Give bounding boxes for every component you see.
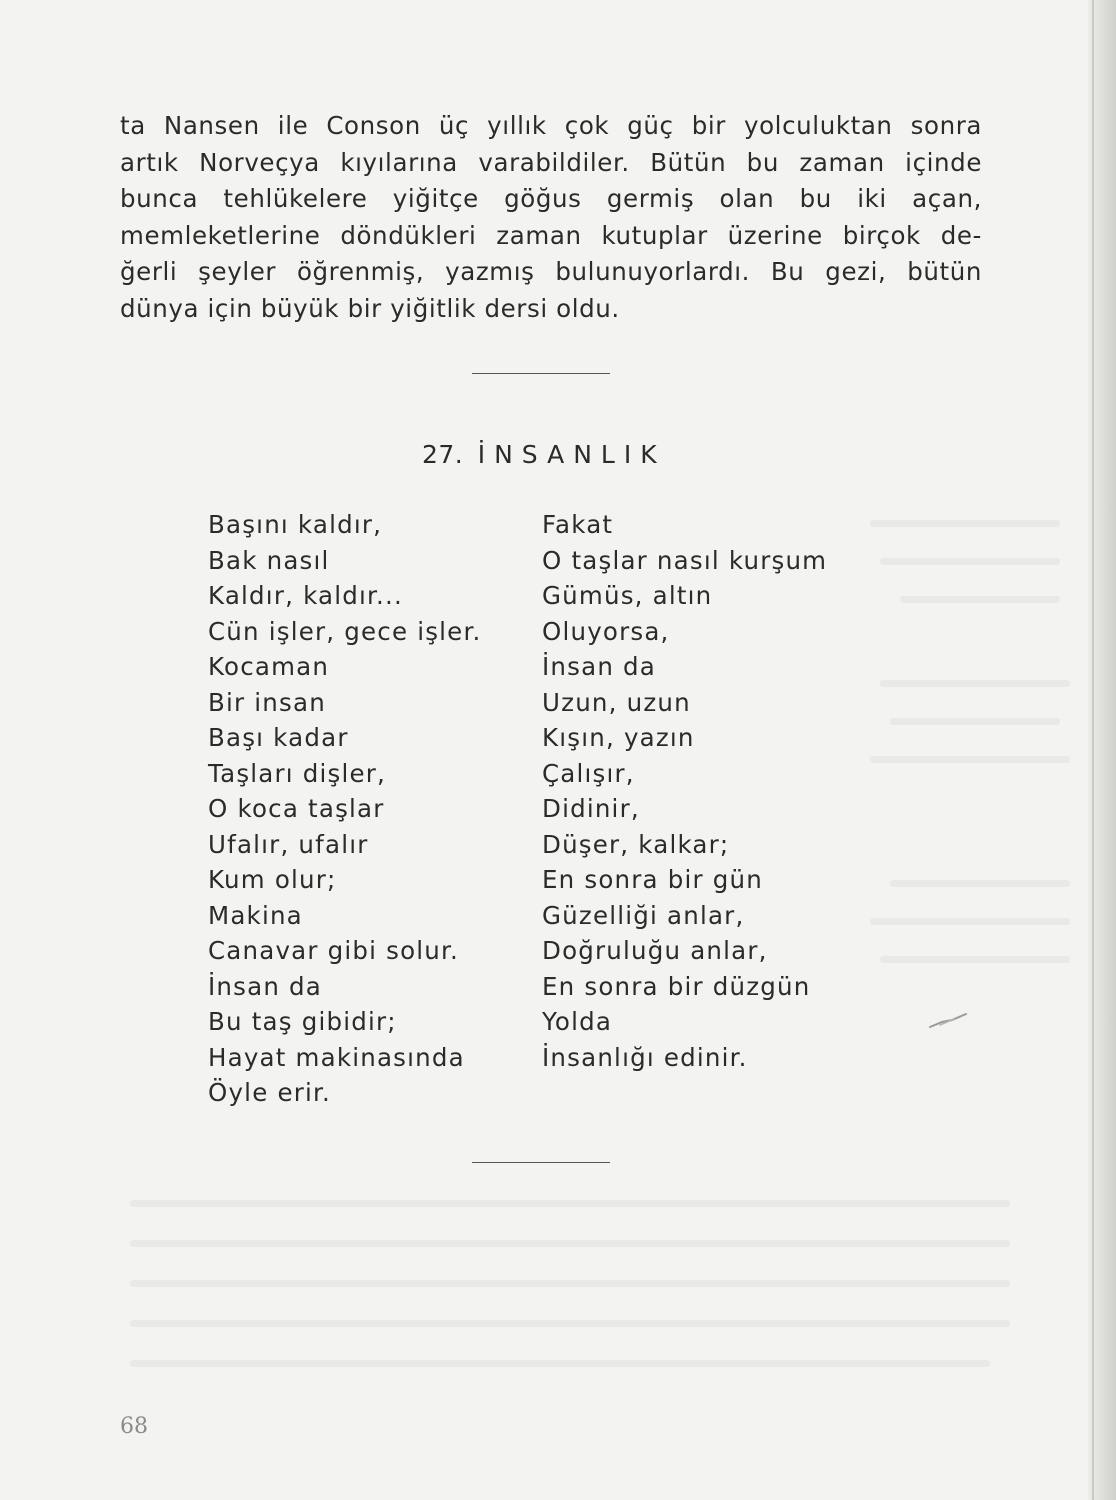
poem-line: Gümüs, altın bbox=[542, 581, 713, 610]
prose-paragraph bbox=[120, 108, 982, 327]
ink-smudge bbox=[926, 1010, 972, 1032]
prose-line: bunca tehlükelere yiğitçe göğus germiş olan bu iki açan, bbox=[120, 184, 982, 213]
poem-line: İnsan da bbox=[542, 652, 657, 681]
poem-line: Cün işler, gece işler. bbox=[208, 616, 482, 646]
poem-line: Kışın, yazın bbox=[542, 723, 695, 752]
poem-line: En sonra bir düzgün bbox=[542, 971, 811, 1001]
poem-line: Canavar gibi solur. bbox=[208, 936, 460, 965]
poem-title-text: İNSANLIK bbox=[477, 440, 666, 469]
poem-line: Çalışır, bbox=[542, 758, 635, 788]
poem-line: Kocaman bbox=[208, 652, 330, 681]
poem-line: Bir insan bbox=[208, 687, 326, 717]
poem-line: Başı kadar bbox=[208, 723, 349, 752]
poem-line: Hayat makinasında bbox=[208, 1042, 465, 1072]
prose-line: ğerli şeyler öğrenmiş, yazmış bulunuyorlardı. Bu gezi, bütün bbox=[120, 257, 982, 286]
prose-line: artık Norveçya kıyılarına varabildiler. Bütün bu zaman içinde bbox=[120, 147, 982, 177]
poem-line: Düşer, kalkar; bbox=[542, 829, 730, 859]
poem-number: 27. bbox=[422, 440, 464, 469]
page-number: 68 bbox=[120, 1414, 148, 1439]
poem-line: İnsanlığı edinir. bbox=[542, 1042, 748, 1072]
poem-line: Kum olur; bbox=[208, 865, 337, 894]
prose-line: memleketlerine döndükleri zaman kutuplar üzerine birçok de- bbox=[120, 220, 982, 250]
poem-line: Başını kaldır, bbox=[208, 510, 383, 539]
poem-line: Didinir, bbox=[542, 794, 640, 823]
poem-line: İnsan da bbox=[208, 971, 323, 1001]
poem-line: O koca taşlar bbox=[208, 794, 385, 823]
poem-line: Fakat bbox=[542, 510, 614, 539]
poem-line: Yolda bbox=[542, 1007, 613, 1036]
poem-line: O taşlar nasıl kurşum bbox=[542, 545, 828, 575]
poem-line: Taşları dişler, bbox=[208, 758, 387, 788]
poem-line: Kaldır, kaldır... bbox=[208, 581, 403, 610]
poem-line: Bu taş gibidir; bbox=[208, 1007, 397, 1036]
poem-line: Uzun, uzun bbox=[542, 687, 691, 717]
poem-line: Güzelliği anlar, bbox=[542, 900, 745, 930]
poem-line: Bak nasıl bbox=[208, 545, 330, 575]
section-divider-bottom bbox=[472, 1162, 610, 1163]
poem-left-column bbox=[208, 507, 481, 1111]
poem-title bbox=[422, 440, 666, 469]
poem-right-column bbox=[542, 507, 827, 1075]
poem-line: Doğruluğu anlar, bbox=[542, 936, 768, 965]
poem-line: Öyle erir. bbox=[208, 1078, 332, 1107]
section-divider-top bbox=[472, 373, 610, 374]
prose-line: dünya için büyük bir yiğitlik dersi oldu. bbox=[120, 293, 620, 323]
poem-line: Oluyorsa, bbox=[542, 616, 670, 646]
poem-line: Ufalır, ufalır bbox=[208, 829, 369, 859]
poem-line: Makina bbox=[208, 900, 303, 930]
prose-line: ta Nansen ile Conson üç yıllık çok güç bir yolculuktan sonra bbox=[120, 111, 982, 140]
poem-line: En sonra bir gün bbox=[542, 865, 763, 894]
page-binding-edge bbox=[1092, 0, 1094, 1500]
